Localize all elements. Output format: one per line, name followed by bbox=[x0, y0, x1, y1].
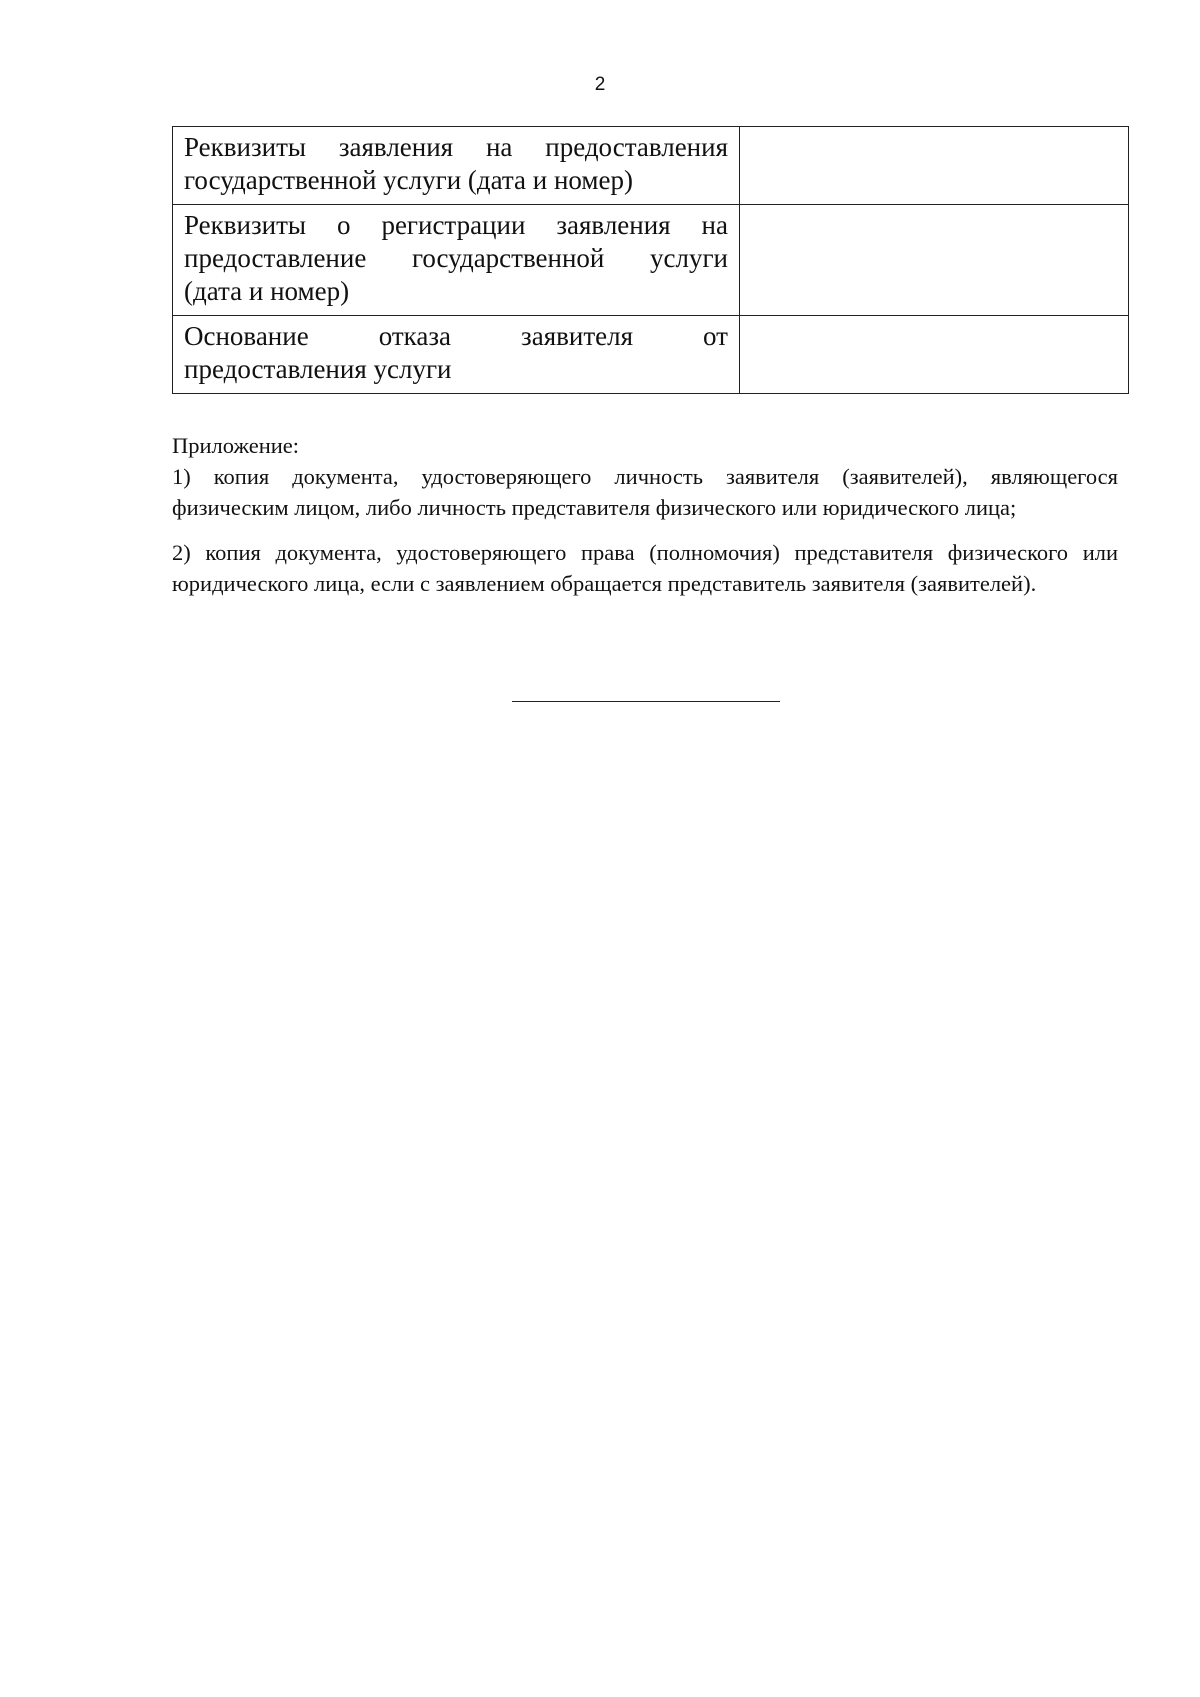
appendix-item bbox=[172, 461, 1118, 523]
table-label-line: (дата и номер) bbox=[184, 276, 350, 306]
table-value-cell[interactable] bbox=[740, 127, 1129, 205]
appendix-item-line: юридического лица, если с заявлением обращается представитель заявителя (заявителей). bbox=[172, 571, 1037, 596]
page-number: 2 bbox=[594, 74, 606, 95]
table-label-line: Реквизиты о регистрации заявления на bbox=[184, 210, 728, 240]
table-row bbox=[173, 316, 1129, 394]
table-label-cell bbox=[173, 316, 740, 394]
requisites-table bbox=[172, 126, 1129, 394]
table-value-cell[interactable] bbox=[740, 316, 1129, 394]
table-label-line: государственной услуги (дата и номер) bbox=[184, 165, 633, 195]
appendix-heading: Приложение: bbox=[172, 433, 300, 458]
appendix-item-line: физическим лицом, либо личность представителя физического или юридического лица; bbox=[172, 495, 1017, 520]
table-label-line: Реквизиты заявления на предоставления bbox=[184, 132, 728, 162]
appendix-item-line: 2) копия документа, удостоверяющего права (полномочия) представителя физического или bbox=[172, 540, 1118, 565]
table-label-line: Основание отказа заявителя от bbox=[184, 321, 728, 351]
table-label-line: предоставление государственной услуги bbox=[184, 243, 728, 273]
appendix-item bbox=[172, 537, 1118, 599]
table-value-cell[interactable] bbox=[740, 205, 1129, 316]
table-label-line: предоставления услуги bbox=[184, 354, 452, 384]
table-row bbox=[173, 127, 1129, 205]
table-label-cell bbox=[173, 205, 740, 316]
table-row bbox=[173, 205, 1129, 316]
table-label-cell bbox=[173, 127, 740, 205]
appendix-section bbox=[172, 430, 1118, 599]
appendix-item-line: 1) копия документа, удостоверяющего личность заявителя (заявителей), являющегося bbox=[172, 464, 1118, 489]
signature-line bbox=[512, 701, 780, 702]
